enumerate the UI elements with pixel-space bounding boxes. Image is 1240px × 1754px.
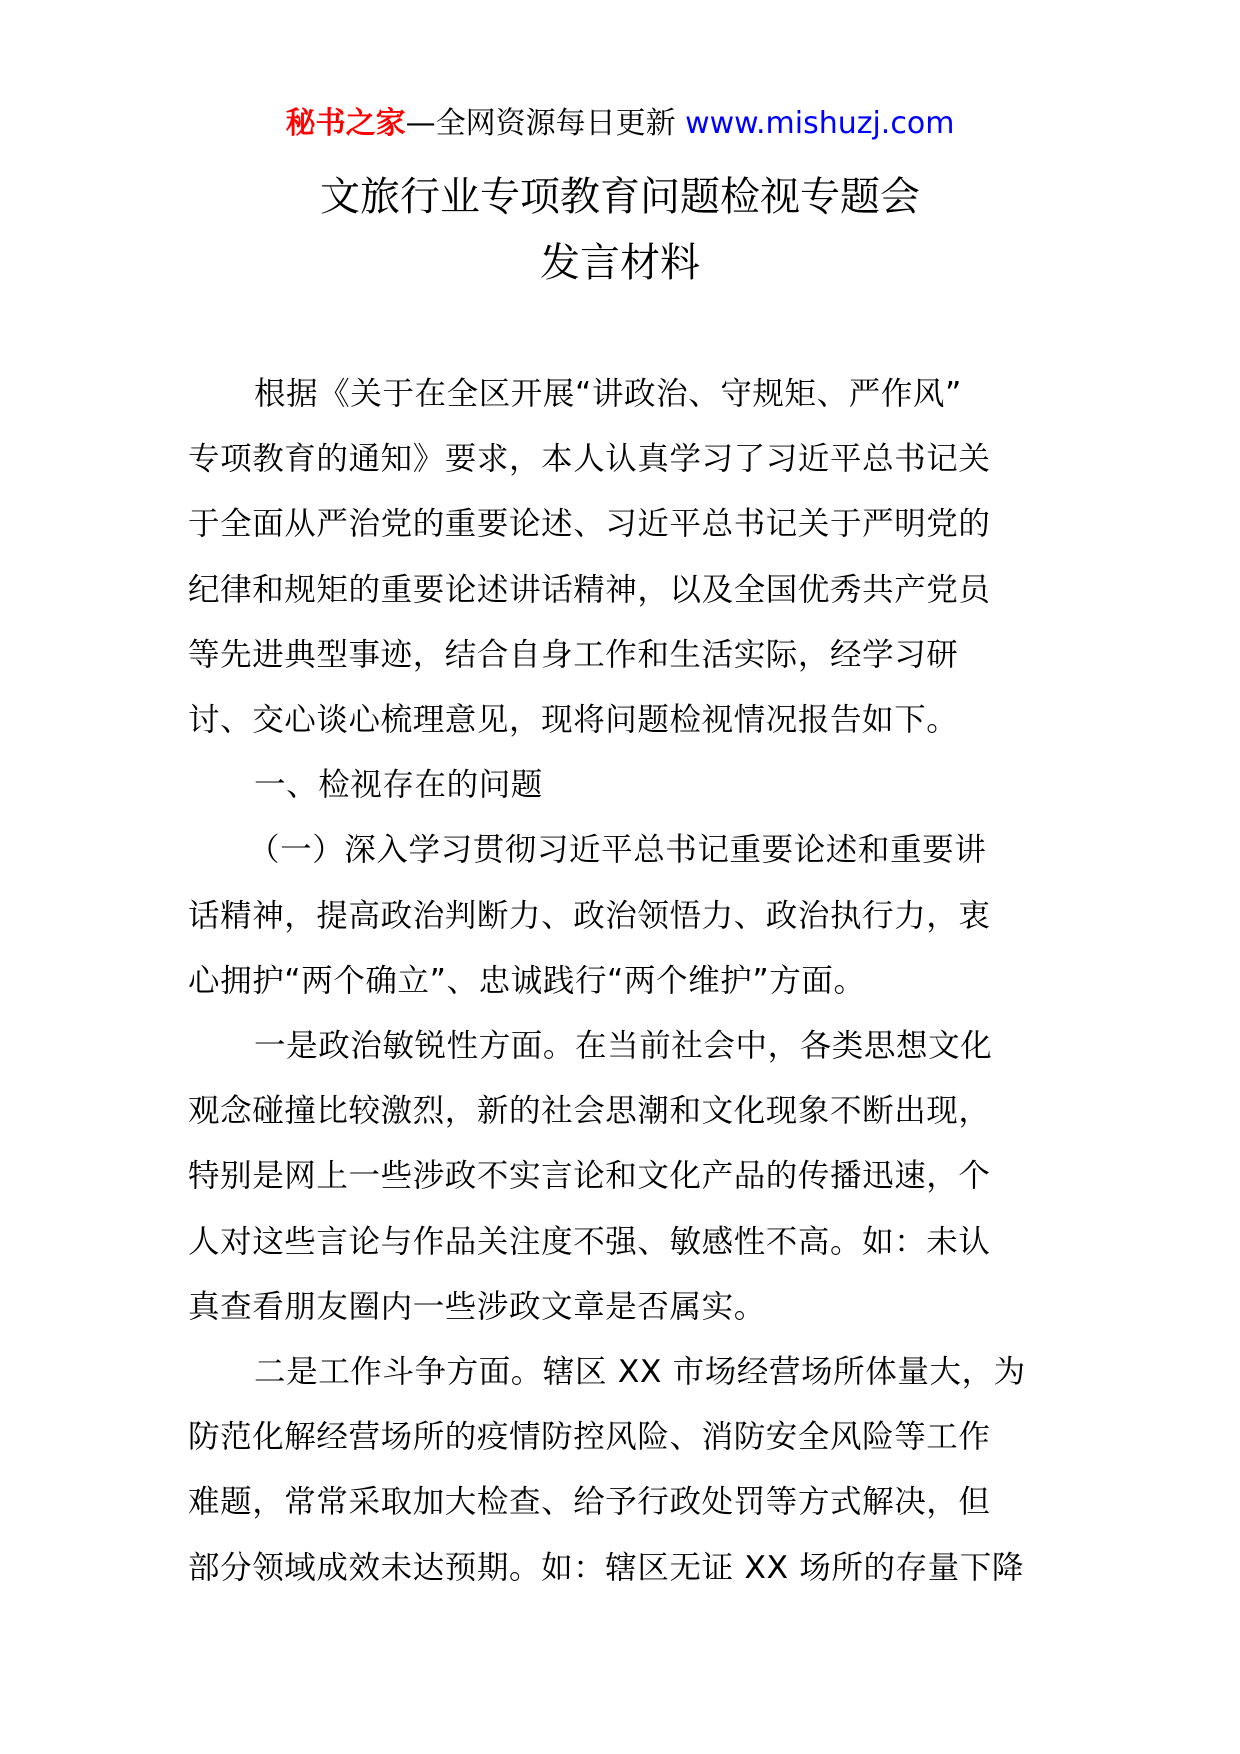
body-line: 防范化解经营场所的疫情防控风险、消防安全风险等工作 [188,1419,991,1456]
body-line: 难题，常常采取加大检查、给予行政处罚等方式解决，但 [188,1484,991,1521]
body-line: 二是工作斗争方面。辖区 XX 市场经营场所体量大，为 [254,1354,1026,1391]
header-tagline: —全网资源每日更新 [405,106,676,141]
body-line: 根据《关于在全区开展“讲政治、守规矩、严作风” [254,376,962,412]
body-line: 部分领域成效未达预期。如：辖区无证 XX 场所的存量下降 [188,1549,1024,1586]
body-line: 心拥护“两个确立”、忠诚践行“两个维护”方面。 [188,962,866,999]
body-line: 于全面从严治党的重要论述、习近平总书记关于严明党的 [188,506,991,543]
section-heading: 一、检视存在的问题 [254,767,543,804]
watermark-header [0,104,1240,144]
title-line-1: 文旅行业专项教育问题检视专题会 [320,174,920,220]
title-line-2: 发言材料 [540,240,700,286]
document-title [0,164,1240,296]
body-line: 人对这些言论与作品关注度不强、敏感性不高。如：未认 [188,1223,991,1260]
header-url[interactable]: www.mishuzj.com [675,106,955,141]
body-line: 观念碰撞比较激烈，新的社会思潮和文化现象不断出现， [188,1093,991,1130]
body-line: 特别是网上一些涉政不实言论和文化产品的传播迅速，个 [188,1158,991,1195]
brand-name: 秘书之家 [285,106,406,141]
body-line: 真查看朋友圈内一些涉政文章是否属实。 [188,1288,766,1325]
body-line: 专项教育的通知》要求，本人认真学习了习近平总书记关 [188,441,991,478]
body-line: 讨、交心谈心梳理意见，现将问题检视情况报告如下。 [188,702,959,739]
subsection-heading: （一）深入学习贯彻习近平总书记重要论述和重要讲 [248,832,987,869]
body-line: 话精神，提高政治判断力、政治领悟力、政治执行力，衷 [188,897,991,934]
body-line: 一是政治敏锐性方面。在当前社会中，各类思想文化 [254,1028,993,1065]
body-line: 等先进典型事迹，结合自身工作和生活实际，经学习研 [188,636,959,673]
document-body [188,362,1054,1601]
body-line: 纪律和规矩的重要论述讲话精神，以及全国优秀共产党员 [188,571,991,608]
